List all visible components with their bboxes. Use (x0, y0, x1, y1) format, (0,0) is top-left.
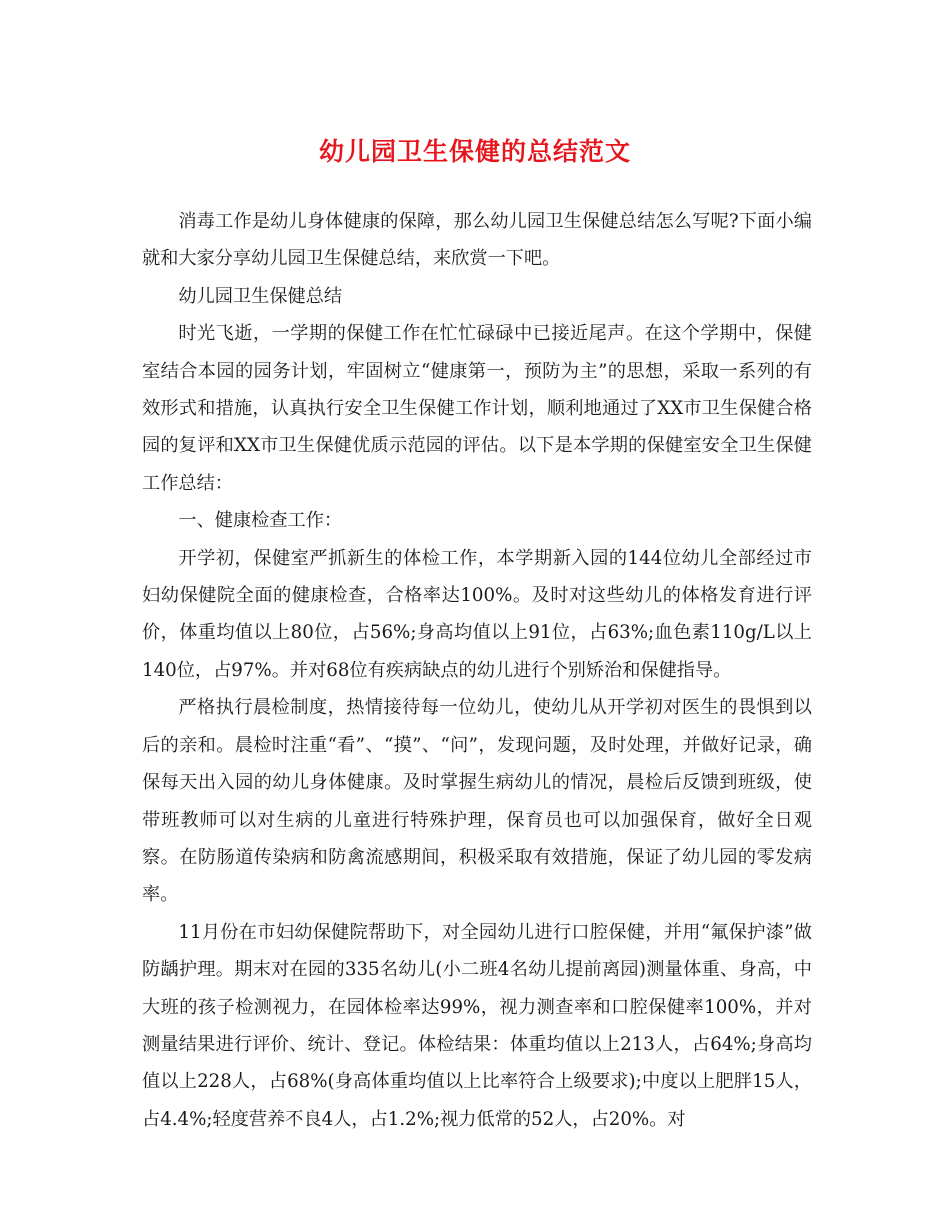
intro-paragraph: 消毒工作是幼儿身体健康的保障，那么幼儿园卫生保健总结怎么写呢?下面小编就和大家分享幼儿园卫生保健总结，来欣赏一下吧。 (142, 211, 812, 270)
body-paragraph: 11月份在市妇幼保健院帮助下，对全园幼儿进行口腔保健，并用“氟保护漆”做防龋护理。期末对在园的335名幼儿(小二班4名幼儿提前离园)测量体重、身高，中大班的孩子检测视力，在园体检率达99%，视力测查率和口腔保健率100%，并对测量结果进行评价、统计、登记。体检结果：体重均值以上213人，占64%;身高均值以上228人，占68%(身高体重均值以上比率符合上级要求);中度以上肥胖15人，占4.4%;轻度营养不良4人，占1.2%;视力低常的52人，占20%。对 (142, 921, 812, 1130)
subsection-heading: 一、健康检查工作： (178, 510, 343, 532)
body-paragraph: 时光飞逝，一学期的保健工作在忙忙碌碌中已接近尾声。在这个学期中，保健室结合本园的园务计划，牢固树立“健康第一，预防为主”的思想，采取一系列的有效形式和措施，认真执行安全卫生保健工作计划，顺利地通过了XX市卫生保健合格园的复评和XX市卫生保健优质示范园的评估。以下是本学期的保健室安全卫生保健工作总结： (142, 323, 812, 494)
document-body (142, 203, 812, 1138)
body-paragraph: 严格执行晨检制度，热情接待每一位幼儿，使幼儿从开学初对医生的畏惧到以后的亲和。晨检时注重“看”、“摸”、“问”，发现问题，及时处理，并做好记录，确保每天出入园的幼儿身体健康。及时掌握生病幼儿的情况，晨检后反馈到班级，使带班教师可以对生病的儿童进行特殊护理，保育员也可以加强保育，做好全日观察。在防肠道传染病和防禽流感期间，积极采取有效措施，保证了幼儿园的零发病率。 (142, 697, 812, 906)
document-title: 幼儿园卫生保健的总结范文 (318, 137, 631, 166)
section-heading: 幼儿园卫生保健总结 (178, 285, 343, 307)
body-paragraph: 开学初，保健室严抓新生的体检工作，本学期新入园的144位幼儿全部经过市妇幼保健院全面的健康检查，合格率达100%。及时对这些幼儿的体格发育进行评价，体重均值以上80位，占56%;身高均值以上91位，占63%;血色素110g/L以上140位，占97%。并对68位有疾病缺点的幼儿进行个别矫治和保健指导。 (142, 547, 812, 681)
